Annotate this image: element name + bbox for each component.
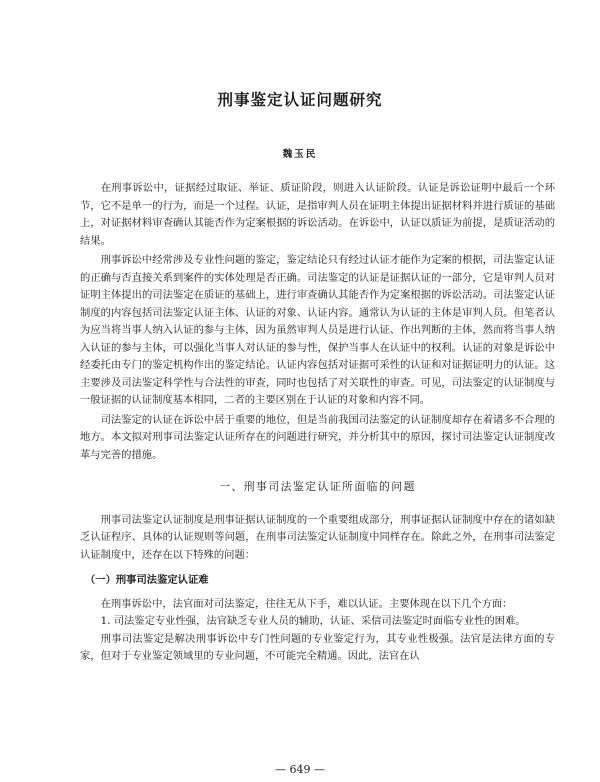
author-name: 魏玉民: [282, 149, 318, 160]
paragraph-1: 在刑事诉讼中，证据经过取证、举证、质证阶段，则进入认证阶段。认证是诉讼证明中最后一个环节，它不是单一的行为，而是一个过程。认证，是指审判人员在证明主体提出证据材料并进行质证的基础上，对证据材料审查确认其能否作为定案根据的诉讼活动。在诉讼中，认证以质证为前提，是质证活动的结果。: [80, 182, 555, 247]
subsection-paragraph-3: 刑事司法鉴定是解决刑事诉讼中专门性问题的专业鉴定行为，其专业性极强。法官是法律方面的专家，但对于专业鉴定领域里的专业问题，不可能完全精通。因此，法官在认: [80, 632, 555, 662]
subsection-heading: （一）刑事司法鉴定认证难: [85, 574, 209, 586]
paper-body: [80, 180, 555, 666]
subsection-paragraph-1: 在刑事诉讼中，法官面对司法鉴定，往往无从下手，难以认证。主要体现在以下几个方面：: [100, 597, 513, 610]
subsection-paragraph-2: 1. 司法鉴定专业性强，法官缺乏专业人员的辅助，认证、采信司法鉴定时面临专业性的困难。: [100, 615, 526, 627]
paragraph-2: 刑事诉讼中经常涉及专业性问题的鉴定，鉴定结论只有经过认证才能作为定案的根据，司法鉴定认证的正确与否直接关系到案件的实体处理是否正确。司法鉴定的认证是证据认证的一部分，它是审判人员对证明主体提出的司法鉴定在质证的基础上，进行审查确认其能否作为定案根据的诉讼活动。司法鉴定认证制度的内容包括司法鉴定认证主体、认证的对象、认证内容。通常认为认证的主体是审判人员。但笔者认为应当将当事人纳入认证的参与主体，因为虽然审判人员是进行认证、作出判断的主体，然而将当事人纳入认证的参与主体，可以强化当事人对认证的参与性，保护当事人在认证中的权利。认证的对象是诉讼中经委托由专门的鉴定机构作出的鉴定结论。认证内容包括对证据可采性的认证和对证据证明力的认证。这主要涉及司法鉴定科学性与合法性的审查，同时也包括了对关联性的审查。可见，司法鉴定的认证制度与一般证据的认证制度基本相同，二者的主要区别在于认证的对象和内容不同。: [80, 254, 555, 406]
paper-title: 刑事鉴定认证问题研究: [217, 91, 383, 109]
section-heading: 一、刑事司法鉴定认证所面临的问题: [219, 480, 416, 493]
section-intro: 刑事司法鉴定认证制度是刑事证据认证制度的一个重要组成部分，刑事证据认证制度中存在的诸如缺乏认证程序、具体的认证规则等问题，在刑事司法鉴定认证制度中同样存在。除此之外，在刑事司法鉴定认证制度中，还存在以下特殊的问题：: [80, 513, 555, 561]
page-number: — 649 —: [275, 763, 325, 776]
paragraph-3: 司法鉴定的认证在诉讼中居于重要的地位，但是当前我国司法鉴定的认证制度却存在着诸多不合理的地方。本文拟对刑事司法鉴定认证所存在的问题进行研究，并分析其中的原因，探讨司法鉴定认证制度改革与完善的措施。: [80, 413, 555, 461]
